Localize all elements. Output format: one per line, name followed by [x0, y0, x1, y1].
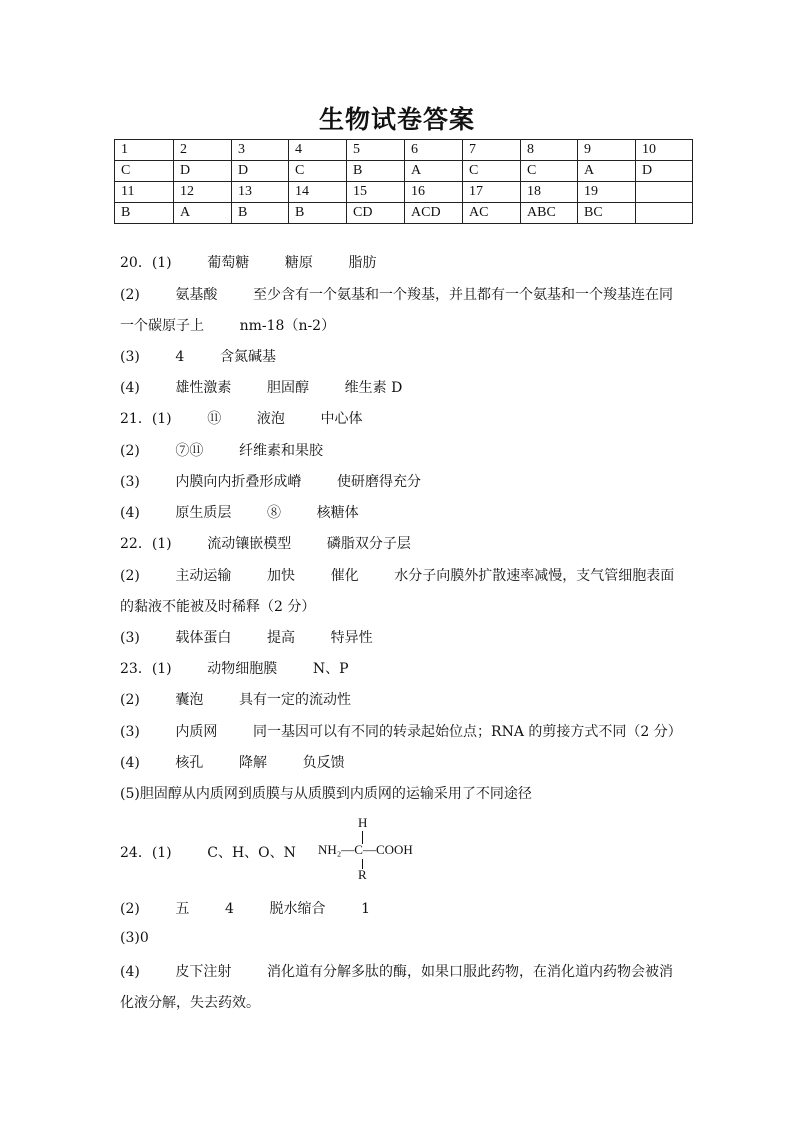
answer-20-2-cont: 一个碳原子上 nm-18（n-2）	[120, 318, 336, 334]
table-cell: ABC	[521, 203, 578, 224]
table-cell: D	[636, 161, 693, 182]
table-cell: 2	[174, 140, 232, 161]
structure-bottom-atom: R	[358, 867, 367, 882]
answer-22-2-cont: 的黏液不能被及时稀释（2 分）	[120, 599, 316, 615]
table-cell: D	[174, 161, 232, 182]
table-cell: CD	[347, 203, 405, 224]
table-cell: B	[232, 203, 289, 224]
table-cell: 10	[636, 140, 693, 161]
table-cell: ACD	[405, 203, 463, 224]
table-row	[115, 140, 693, 161]
answer-24-4-cont: 化液分解，失去药效。	[120, 995, 260, 1011]
table-cell: 6	[405, 140, 463, 161]
table-cell: B	[289, 203, 347, 224]
answer-21-2: (2) ⑦⑪ 纤维素和果胶	[120, 443, 324, 459]
table-row	[115, 203, 693, 224]
table-cell: A	[578, 161, 636, 182]
table-cell: 16	[405, 182, 463, 203]
table-cell: 19	[578, 182, 636, 203]
answer-table	[114, 139, 693, 224]
table-cell: 3	[232, 140, 289, 161]
table-cell: 15	[347, 182, 405, 203]
answer-23-1: 23．(1) 动物细胞膜 N、P	[120, 661, 349, 677]
table-cell: A	[174, 203, 232, 224]
answer-24-3: (3)0	[120, 930, 149, 946]
answer-21-3: (3) 内膜向内折叠形成嵴 使研磨得充分	[120, 474, 422, 490]
table-cell: B	[347, 161, 405, 182]
table-cell: C	[463, 161, 521, 182]
table-cell: 11	[115, 182, 174, 203]
table-cell: 13	[232, 182, 289, 203]
table-cell	[636, 203, 693, 224]
answer-23-3: (3) 内质网 同一基因可以有不同的转录起始位点；RNA 的剪接方式不同（2 分）	[120, 724, 682, 740]
table-cell: 9	[578, 140, 636, 161]
answer-24-1: 24．(1) C、H、O、N	[120, 845, 296, 861]
table-cell: 14	[289, 182, 347, 203]
answer-20-4: (4) 雄性激素 胆固醇 维生素 D	[120, 380, 403, 396]
answer-21-4: (4) 原生质层 ⑧ 核糖体	[120, 505, 359, 521]
table-cell: 8	[521, 140, 578, 161]
answer-22-2: (2) 主动运输 加快 催化 水分子向膜外扩散速率减慢，支气管细胞表面	[120, 568, 675, 584]
table-cell: 12	[174, 182, 232, 203]
answer-21-1: 21．(1) ⑪ 液泡 中心体	[120, 411, 363, 427]
table-cell: C	[115, 161, 174, 182]
table-row	[115, 161, 693, 182]
table-cell: AC	[463, 203, 521, 224]
table-cell: 1	[115, 140, 174, 161]
table-cell: 4	[289, 140, 347, 161]
table-cell	[636, 182, 693, 203]
answer-23-5: (5)胆固醇从内质网到质膜与从质膜到内质网的运输采用了不同途径	[120, 786, 532, 802]
table-cell: 5	[347, 140, 405, 161]
answer-20-3: (3) 4 含氮碱基	[120, 349, 276, 365]
amino-acid-structure	[318, 815, 438, 885]
table-cell: 17	[463, 182, 521, 203]
table-cell: 7	[463, 140, 521, 161]
answer-24-2: (2) 五 4 脱水缩合 1	[120, 901, 371, 917]
answer-24-4: (4) 皮下注射 消化道有分解多肽的酶，如果口服此药物，在消化道内药物会被消	[120, 964, 674, 980]
table-cell: B	[115, 203, 174, 224]
table-cell: D	[232, 161, 289, 182]
table-cell: BC	[578, 203, 636, 224]
table-cell: C	[289, 161, 347, 182]
answer-20-1: 20．(1) 葡萄糖 糖原 脂肪	[120, 255, 377, 271]
table-cell: C	[521, 161, 578, 182]
table-row	[115, 182, 693, 203]
answer-20-2: (2) 氨基酸 至少含有一个氨基和一个羧基，并且都有一个氨基和一个羧基连在同	[120, 287, 674, 303]
structure-main-chain: NH₂—C—COOH	[318, 842, 413, 857]
answer-23-4: (4) 核孔 降解 负反馈	[120, 755, 345, 771]
page-title: 生物试卷答案	[318, 105, 475, 134]
table-cell: A	[405, 161, 463, 182]
answer-22-1: 22．(1) 流动镶嵌模型 磷脂双分子层	[120, 536, 411, 552]
answer-23-2: (2) 囊泡 具有一定的流动性	[120, 692, 352, 708]
answer-22-3: (3) 载体蛋白 提高 特异性	[120, 630, 373, 646]
table-cell: 18	[521, 182, 578, 203]
structure-top-atom: H	[358, 815, 368, 830]
